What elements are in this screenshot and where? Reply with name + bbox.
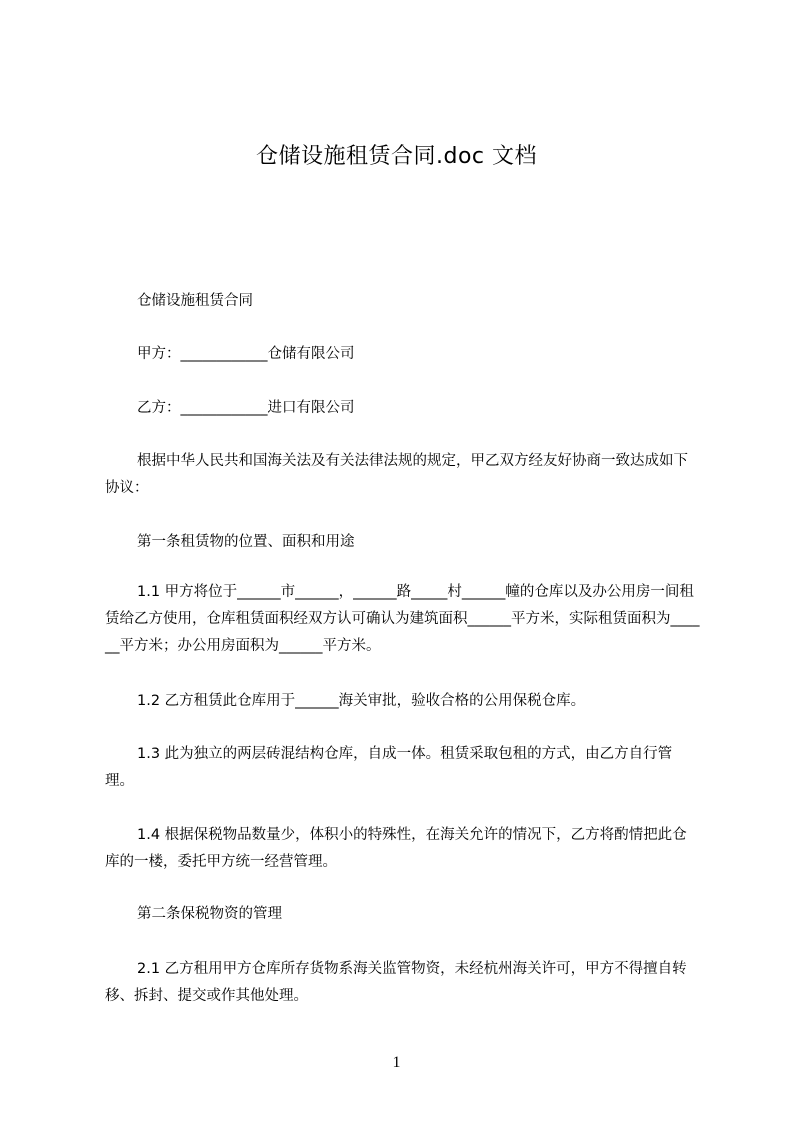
party-a: 甲方：____________仓储有限公司 <box>137 346 355 362</box>
clause-2-1: 2.1 乙方租用甲方仓库所存货物系海关监管物资，未经杭州海关许可，甲方不得擅自转移、拆封、提交或作其他处理。 <box>105 961 687 1004</box>
clause-1-1: 1.1 甲方将位于______市______，______路_____村______幢的仓库以及办公用房一间租赁给乙方使用，仓库租赁面积经双方认可确认为建筑面积______平方米，实际租赁面积为______平方米；办公用房面积为______平方米。 <box>105 584 700 654</box>
party-b: 乙方：____________进口有限公司 <box>137 400 355 416</box>
article-2-heading: 第二条保税物资的管理 <box>137 906 282 922</box>
contract-heading: 仓储设施租赁合同 <box>137 293 253 309</box>
clause-1-3: 1.3 此为独立的两层砖混结构仓库，自成一体。租赁采取包租的方式，由乙方自行管理。 <box>105 746 673 789</box>
clause-1-2: 1.2 乙方租赁此仓库用于______海关审批，验收合格的公用保税仓库。 <box>137 693 586 709</box>
article-1-heading: 第一条租赁物的位置、面积和用途 <box>137 534 355 550</box>
preamble: 根据中华人民共和国海关法及有关法律法规的规定，甲乙双方经友好协商一致达成如下协议： <box>105 453 688 496</box>
clause-1-4: 1.4 根据保税物品数量少，体积小的特殊性，在海关允许的情况下，乙方将酌情把此仓库的一楼，委托甲方统一经营管理。 <box>105 827 687 870</box>
document-title: 仓储设施租赁合同.doc 文档 <box>255 144 537 169</box>
page-number: 1 <box>392 1054 401 1071</box>
